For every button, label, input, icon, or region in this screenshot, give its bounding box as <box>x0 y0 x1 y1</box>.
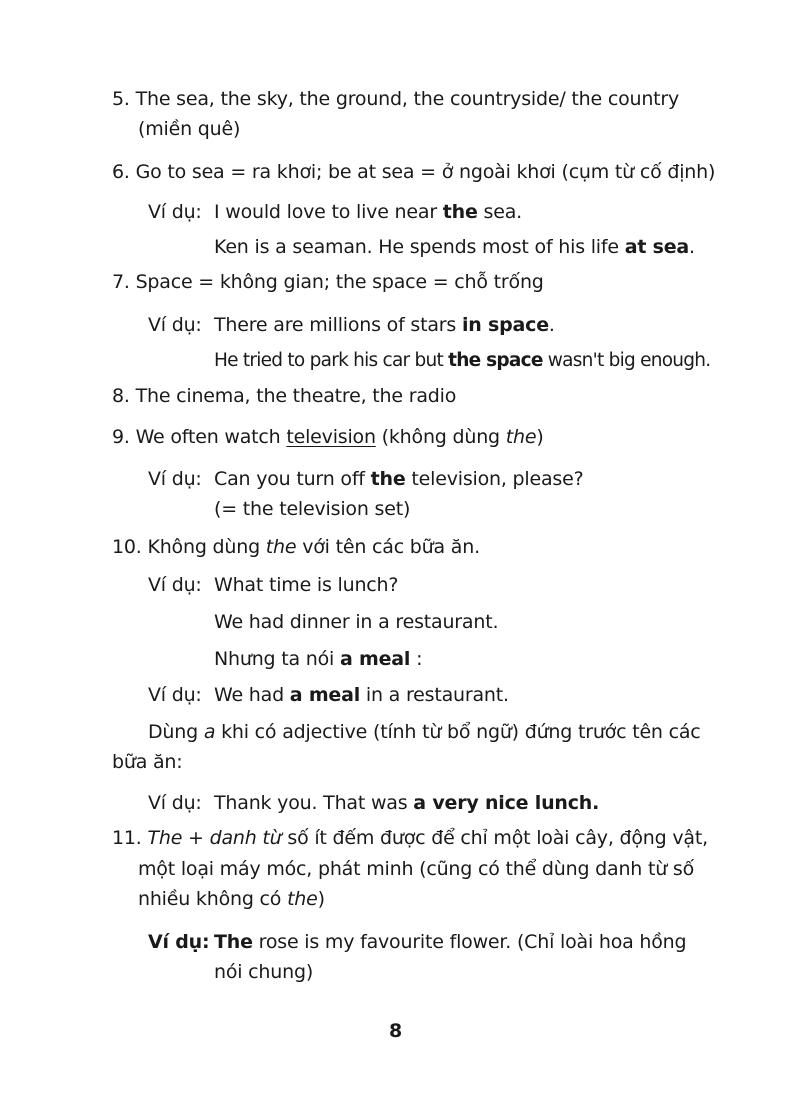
item-7-example-1: Ví dụ: There are millions of stars in space. <box>148 314 555 336</box>
item-10-example-5: Ví dụ: Thank you. That was a very nice lunch. <box>148 792 600 814</box>
item-11-example-1: Ví dụ: The rose is my favourite flower. (Chỉ loài hoa hồng <box>148 931 687 953</box>
item-8-line: 8. The cinema, the theatre, the radio <box>112 385 457 407</box>
item-10-example-1: Ví dụ: What time is lunch? <box>148 574 399 596</box>
item-7-example-2: He tried to park his car but the space wasn't big enough. <box>214 350 711 371</box>
item-11-line-1: 11. The + danh từ số ít đếm được để chỉ một loài cây, động vật, <box>112 827 708 849</box>
item-9-line: 9. We often watch television (không dùng the) <box>112 426 544 448</box>
item-10-example-3: Nhưng ta nói a meal : <box>214 648 423 670</box>
item-6-example-2: Ken is a seaman. He spends most of his life at sea. <box>214 236 695 258</box>
item-9-example-1-cont: (= the television set) <box>214 498 411 520</box>
item-5-line-1: 5. The sea, the sky, the ground, the countryside/ the country <box>112 88 680 110</box>
item-10-note-1: Dùng a khi có adjective (tính từ bổ ngữ) đứng trước tên các <box>148 721 701 743</box>
item-10-note-2: bữa ăn: <box>112 751 183 773</box>
item-9-example-1: Ví dụ: Can you turn off the television, please? <box>148 468 584 490</box>
item-7-line: 7. Space = không gian; the space = chỗ trống <box>112 271 544 293</box>
item-5-line-2: (miền quê) <box>138 118 241 140</box>
item-6-line: 6. Go to sea = ra khơi; be at sea = ở ngoài khơi (cụm từ cố định) <box>112 161 716 183</box>
item-10-line: 10. Không dùng the với tên các bữa ăn. <box>112 536 480 558</box>
item-11-line-2: một loại máy móc, phát minh (cũng có thể dùng danh từ số <box>138 858 695 880</box>
item-10-example-4: Ví dụ: We had a meal in a restaurant. <box>148 684 509 706</box>
item-11-example-1-cont: nói chung) <box>214 961 314 983</box>
item-11-line-3: nhiều không có the) <box>138 888 325 910</box>
item-10-example-2: We had dinner in a restaurant. <box>214 611 499 633</box>
item-6-example-1: Ví dụ: I would love to live near the sea. <box>148 201 522 223</box>
page-number: 8 <box>389 1020 403 1042</box>
